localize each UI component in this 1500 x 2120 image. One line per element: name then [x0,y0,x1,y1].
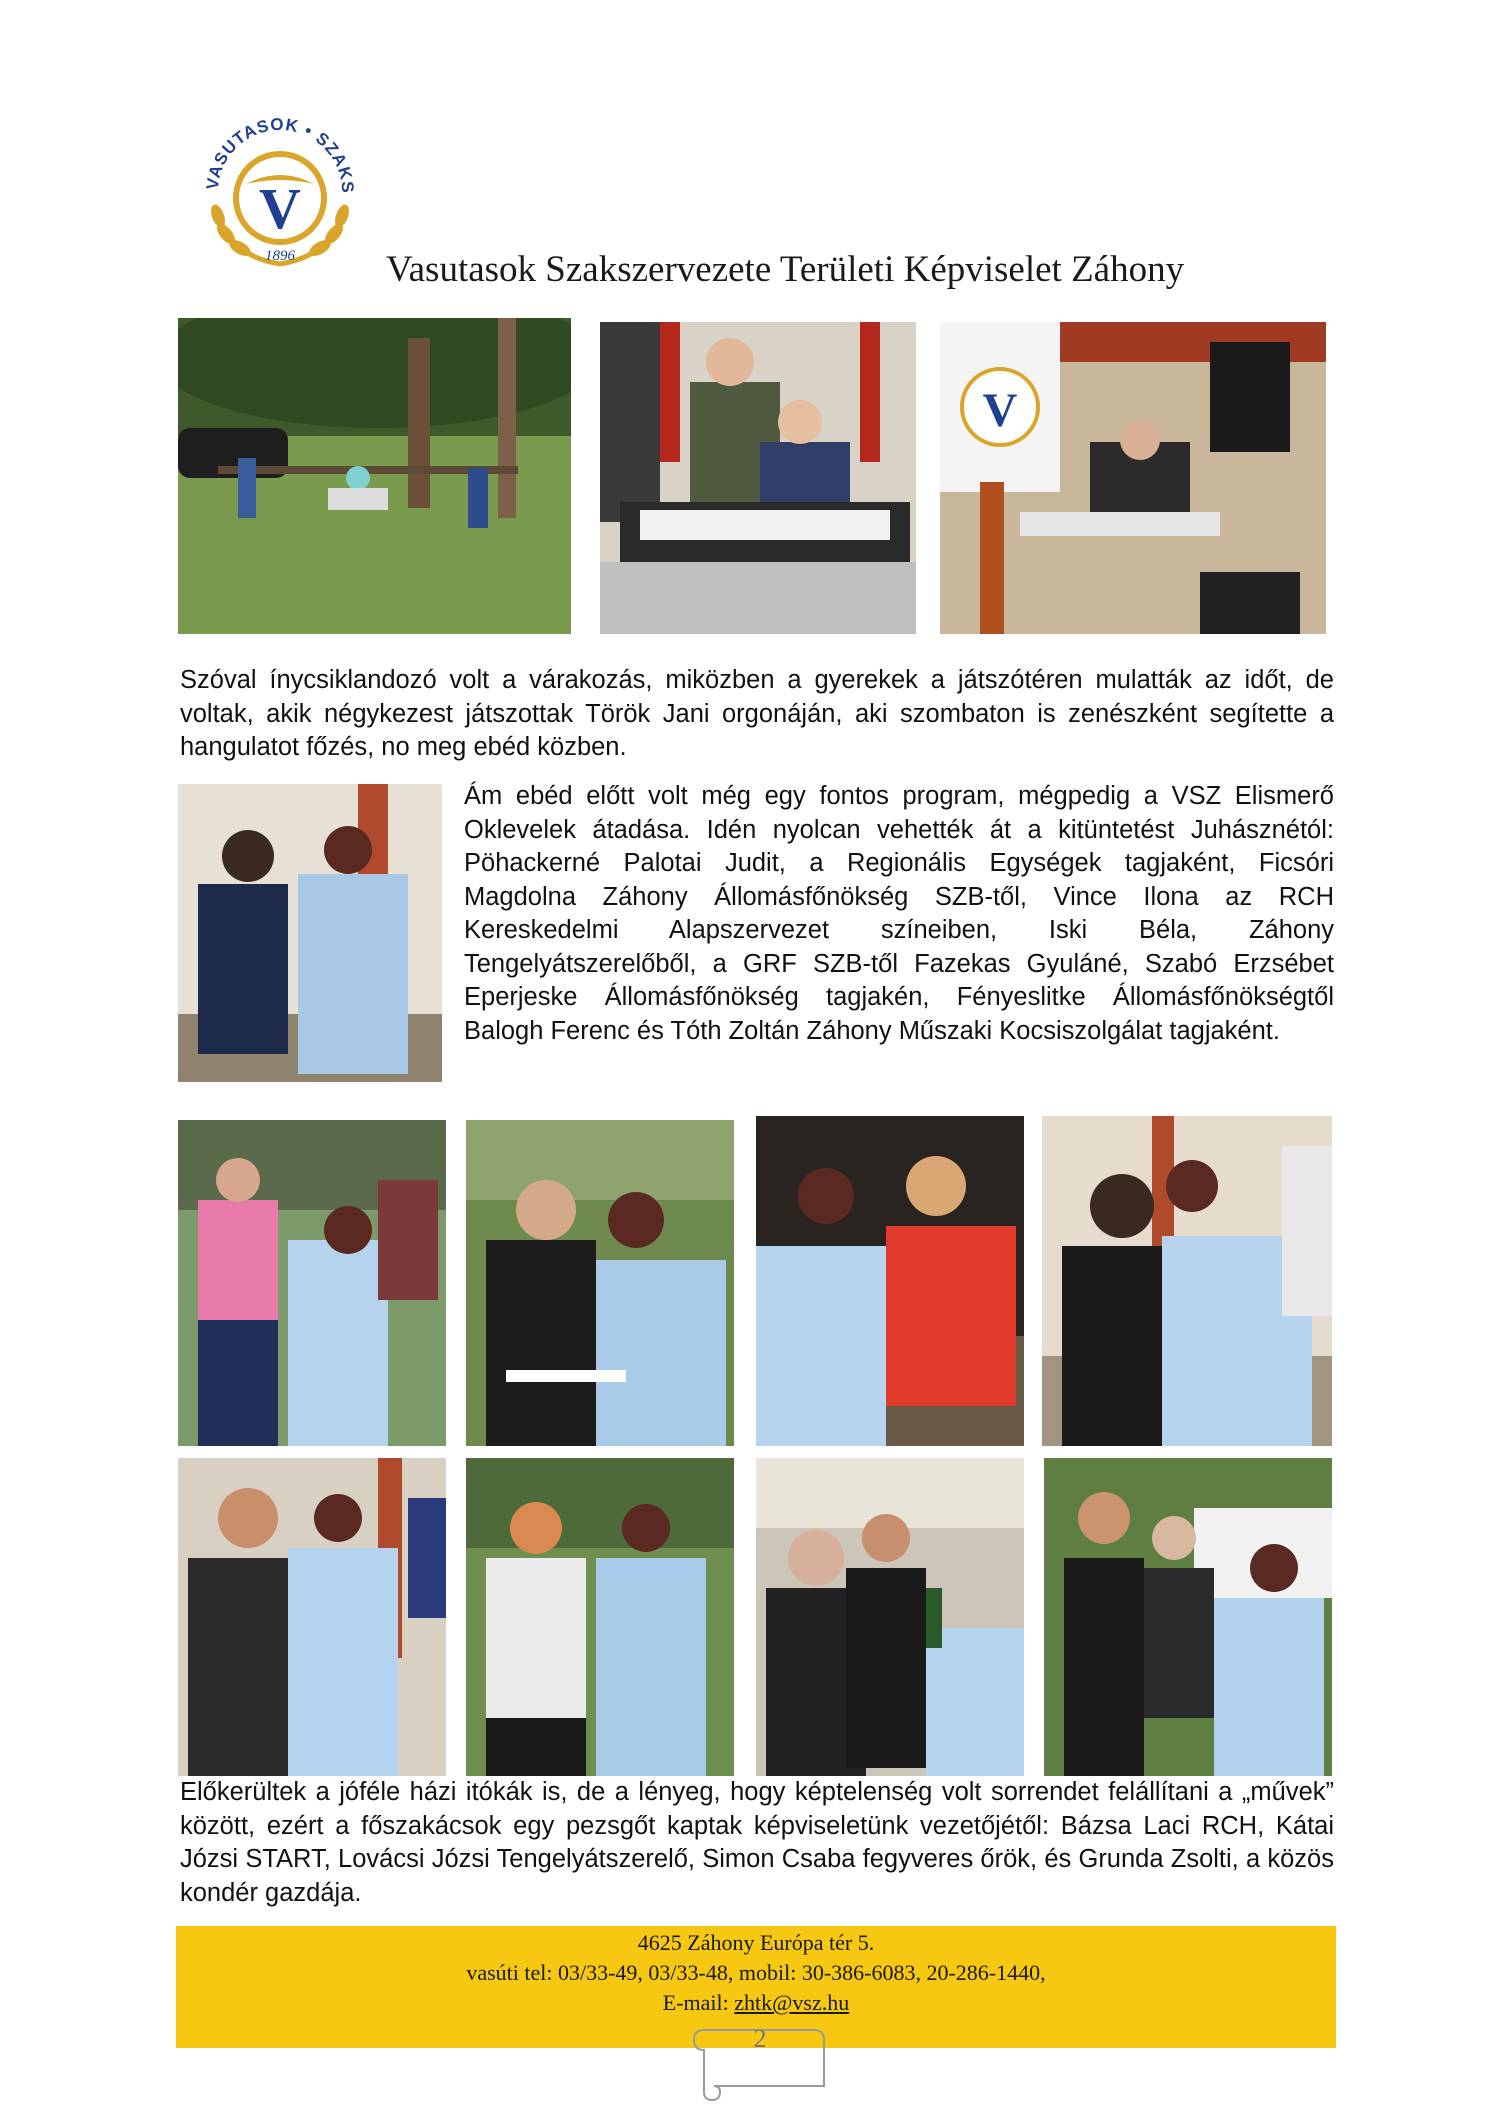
paragraph-waiting: Szóval ínycsiklandozó volt a várakozás, miközben a gyerekek a játszótéren mulatták az időt, de voltak, akik négykezest játszottak Török Jani orgonáján, aki szombaton is zenészként segítette a hangulatot főzés, no meg ebéd közben. [180,666,1334,761]
footer-phones: vasúti tel: 03/33-49, 03/33-48, mobil: 30-386-6083, 20-286-1440, [466,1960,1046,1985]
award-photo-5 [178,1458,446,1776]
svg-text:V: V [982,384,1018,437]
award-photo-7 [756,1458,1024,1776]
award-handshake-photo [178,784,442,1082]
children-keyboard-photo [600,322,916,634]
page-title: Vasutasok Szakszervezete Területi Képviselet Záhony [386,249,1185,290]
award-photo-8 [1044,1458,1332,1776]
award-photo-1 [178,1120,446,1446]
musician-keyboard-photo [940,322,1326,634]
footer-email-link[interactable]: zhtk@vsz.hu [734,1990,850,2015]
playground-swing-photo [178,318,571,634]
logo-ring-text: VASUTASOK • SZAKS [202,114,358,195]
award-photo-2 [466,1120,734,1446]
footer-email-label: E-mail: [662,1990,735,2015]
award-photo-3 [756,1116,1024,1446]
award-photo-4 [1042,1116,1332,1446]
footer-address: 4625 Záhony Európa tér 5. [637,1930,875,1955]
paragraph-drinks: Előkerültek a jóféle házi itókák is, de a lényeg, hogy képtelenség volt sorrendet felállítani a „művek” között, ezért a főszakácsok egy pezsgőt kaptak képviseletünk vezetőjétől: Bázsa Laci RCH, Kátai Józsi START, Lovácsi Józsi Tengelyátszerelő, Simon Csaba fegyveres őrök, és Grunda Zsolti, a közös kondér gazdája. [180,1778,1334,1907]
page-number: 2 [753,2024,767,2053]
union-logo [188,96,372,276]
logo-letter: V [259,176,301,241]
paragraph-awards: Ám ebéd előtt volt még egy fontos program, mégpedig a VSZ Elismerő Oklevelek átadása. Idén nyolcan vehették át a kitüntetést Juhásznétól: Pöhackerné Palotai Judit, a Regionális Egységek tagjaként, Ficsóri Magdolna Záhony Állomásfőnökség SZB-től, Vince Ilona az RCH Kereskedelmi Alapszervezet színeiben, Iski Béla, Záhony Tengelyátszerelőből, a GRF SZB-től Fazekas Gyuláné, Szabó Erzsébet Eperjeske Állomásfőnökség tagjakén, Fényeslitke Állomásfőnökségtől Balogh Ferenc és Tóth Zoltán Záhony Műszaki Kocsiszolgálat tagjaként. [464,782,1334,1045]
logo-year: 1896 [265,248,295,264]
award-photo-6 [466,1458,734,1776]
footer-email-line [176,1988,1336,2018]
